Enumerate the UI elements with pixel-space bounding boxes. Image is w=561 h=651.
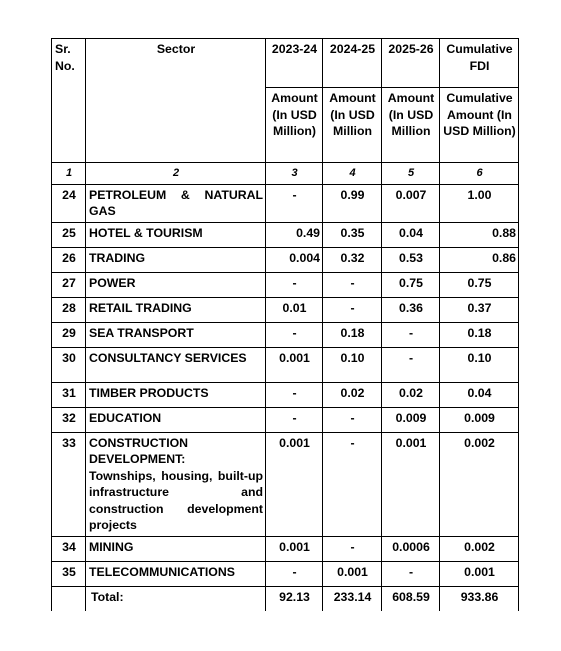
value-2025-26: - [382, 347, 440, 382]
value-2023-24: - [266, 322, 323, 347]
table-row [52, 536, 519, 561]
value-2023-24: 0.004 [266, 247, 323, 272]
fdi-table [51, 38, 519, 611]
cumulative-value: 0.04 [440, 382, 519, 407]
row-number: 26 [52, 247, 86, 272]
column-index: 6 [440, 163, 519, 185]
value-2024-25: - [323, 536, 382, 561]
value-2024-25: - [323, 432, 382, 536]
sr-no-header: Sr. No. [52, 39, 86, 163]
year-header-2024-25: 2024-25 [323, 39, 382, 88]
cumulative-value: 0.10 [440, 347, 519, 382]
column-index: 2 [86, 163, 266, 185]
total-2025-26: 608.59 [382, 586, 440, 611]
total-row [52, 586, 519, 611]
value-2024-25: 0.32 [323, 247, 382, 272]
table-row [52, 347, 519, 382]
value-2024-25: 0.99 [323, 184, 382, 222]
column-index-row [52, 163, 519, 185]
row-number: 33 [52, 432, 86, 536]
cumulative-value: 0.75 [440, 272, 519, 297]
value-2023-24: 0.001 [266, 536, 323, 561]
cumulative-value: 0.86 [440, 247, 519, 272]
table-row [52, 407, 519, 432]
value-2023-24: 0.001 [266, 347, 323, 382]
total-blank [52, 586, 86, 611]
value-2023-24: - [266, 407, 323, 432]
total-cumulative: 933.86 [440, 586, 519, 611]
value-2024-25: 0.35 [323, 222, 382, 247]
value-2025-26: - [382, 322, 440, 347]
row-number: 31 [52, 382, 86, 407]
table-row [52, 222, 519, 247]
value-2024-25: - [323, 272, 382, 297]
row-number: 30 [52, 347, 86, 382]
value-2023-24: 0.49 [266, 222, 323, 247]
cumulative-fdi-header: Cumulative FDI [440, 39, 519, 88]
table-row [52, 561, 519, 586]
table-row [52, 247, 519, 272]
sector-name: TIMBER PRODUCTS [86, 382, 266, 407]
sector-name: TELECOMMUNICATIONS [86, 561, 266, 586]
total-2024-25: 233.14 [323, 586, 382, 611]
row-number: 27 [52, 272, 86, 297]
value-2024-25: - [323, 297, 382, 322]
table-row [52, 432, 519, 536]
row-number: 35 [52, 561, 86, 586]
sector-name: RETAIL TRADING [86, 297, 266, 322]
header-row [52, 39, 519, 88]
value-2025-26: - [382, 561, 440, 586]
cumulative-value: 0.88 [440, 222, 519, 247]
column-index: 1 [52, 163, 86, 185]
column-index: 5 [382, 163, 440, 185]
value-2024-25: 0.18 [323, 322, 382, 347]
amount-subheader: Amount (In USD Million) [266, 88, 323, 163]
cumulative-amount-subheader: Cumulative Amount (In USD Million) [440, 88, 519, 163]
sector-cell [86, 432, 266, 536]
sector-name: CONSULTANCY SERVICES [86, 347, 266, 382]
value-2025-26: 0.001 [382, 432, 440, 536]
value-2025-26: 0.007 [382, 184, 440, 222]
sector-name: SEA TRANSPORT [86, 322, 266, 347]
column-index: 4 [323, 163, 382, 185]
value-2025-26: 0.75 [382, 272, 440, 297]
value-2024-25: 0.02 [323, 382, 382, 407]
value-2023-24: - [266, 561, 323, 586]
row-number: 24 [52, 184, 86, 222]
value-2023-24: 0.01 [266, 297, 323, 322]
table-row [52, 272, 519, 297]
value-2023-24: - [266, 382, 323, 407]
cumulative-value: 0.002 [440, 432, 519, 536]
value-2025-26: 0.009 [382, 407, 440, 432]
cumulative-value: 0.18 [440, 322, 519, 347]
value-2024-25: - [323, 407, 382, 432]
amount-subheader: Amount (In USD Million [323, 88, 382, 163]
row-number: 25 [52, 222, 86, 247]
cumulative-value: 0.009 [440, 407, 519, 432]
year-header-2025-26: 2025-26 [382, 39, 440, 88]
sector-name: EDUCATION [86, 407, 266, 432]
year-header-2023-24: 2023-24 [266, 39, 323, 88]
value-2024-25: 0.001 [323, 561, 382, 586]
value-2024-25: 0.10 [323, 347, 382, 382]
sector-name: TRADING [86, 247, 266, 272]
sector-subtext: Townships, housing, built-up infrastructure and construction development projects [89, 468, 263, 532]
value-2023-24: - [266, 184, 323, 222]
row-number: 34 [52, 536, 86, 561]
table-row [52, 297, 519, 322]
cumulative-value: 1.00 [440, 184, 519, 222]
row-number: 29 [52, 322, 86, 347]
cumulative-value: 0.37 [440, 297, 519, 322]
row-number: 28 [52, 297, 86, 322]
table-row [52, 382, 519, 407]
sector-header: Sector [86, 39, 266, 163]
total-2023-24: 92.13 [266, 586, 323, 611]
sector-name: MINING [86, 536, 266, 561]
column-index: 3 [266, 163, 323, 185]
table-row [52, 322, 519, 347]
row-number: 32 [52, 407, 86, 432]
sector-name: HOTEL & TOURISM [86, 222, 266, 247]
cumulative-value: 0.001 [440, 561, 519, 586]
table-row [52, 184, 519, 222]
value-2025-26: 0.53 [382, 247, 440, 272]
value-2023-24: - [266, 272, 323, 297]
value-2025-26: 0.0006 [382, 536, 440, 561]
sector-name: POWER [86, 272, 266, 297]
amount-subheader: Amount (In USD Million [382, 88, 440, 163]
value-2025-26: 0.04 [382, 222, 440, 247]
total-label: Total: [86, 586, 266, 611]
cumulative-value: 0.002 [440, 536, 519, 561]
value-2023-24: 0.001 [266, 432, 323, 536]
sector-name: PETROLEUM & NATURAL GAS [86, 184, 266, 222]
value-2025-26: 0.36 [382, 297, 440, 322]
sector-name: CONSTRUCTION DEVELOPMENT: [89, 435, 189, 466]
value-2025-26: 0.02 [382, 382, 440, 407]
